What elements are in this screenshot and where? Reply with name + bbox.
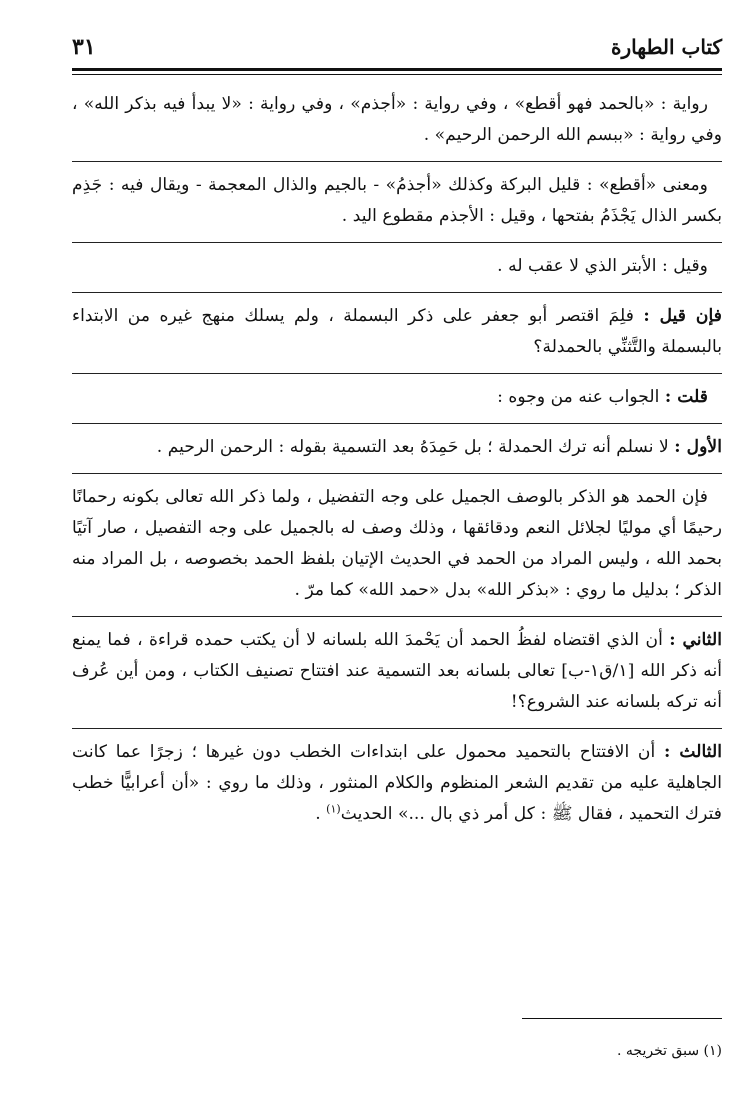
paragraph-separator [72, 242, 722, 243]
paragraph-answer: قلت : الجواب عنه من وجوه : [497, 387, 708, 407]
running-header [72, 30, 722, 64]
header-rule [72, 68, 722, 71]
lead-word: الأول : [674, 437, 722, 457]
paragraph-separator [72, 728, 722, 729]
paragraph-separator [72, 616, 722, 617]
paragraph-first: الأول : لا نسلم أنه ترك الحمدلة ؛ بل حَمِدَهُ بعد التسمية بقوله : الرحمن الرحيم . [156, 437, 722, 457]
paragraph-separator [72, 473, 722, 474]
paragraph-7: فإن الحمد هو الذكر بالوصف الجميل على وجه التفضيل ، ولما ذكر الله تعالى بكونه رحمانًا رحيمًا أي موليًا لجلائل النعم ودقائقها ، وذلك وصف له بالجميل على وجه التفصيل ، صار آتيًا بحمد الله ، وليس المراد من الحمد في الحديث الإتيان بلفظ الحمد بخصوصه ، بل المراد منه الذكر ؛ بدليل ما روي : «بذكر الله» بدل «حمد الله» كما مرّ . [72, 487, 722, 600]
paragraph-third: الثالث : أن الافتتاح بالتحميد محمول على ابتداءات الخطب دون غيرها ؛ زجرًا عما كانت الجاهلية عليه من تقديم الشعر المنظوم والكلام المنثور ، وذلك ما روي : «أن أعرابيًّا خطب فترك التحميد ، فقال ﷺ : كل أمر ذي بال ...» الحديث$^{(١)}$ . [72, 742, 722, 824]
paragraph-3: وقيل : الأبتر الذي لا عقب له . [497, 256, 708, 276]
paragraph-1: رواية : «بالحمد فهو أقطع» ، وفي رواية : «أجذم» ، وفي رواية : «لا يبدأ فيه بذكر الله» ، وفي رواية : «ببسم الله الرحمن الرحيم» . [72, 94, 722, 145]
page-number: ٣١ [72, 34, 96, 60]
lead-word: الثالث : [663, 742, 722, 762]
lead-word: فإن قيل : [643, 306, 723, 326]
footnote-ref: (١) [326, 802, 341, 816]
lead-word: قلت : [664, 387, 708, 407]
book-page [72, 30, 723, 1059]
paragraph-2: ومعنى «أقطع» : قليل البركة وكذلك «أجذمُ» - بالجيم والذال المعجمة - ويقال فيه : جَذِم بكسر الذال يَجْذَمُ بفتحها ، وقيل : الأجذم مقطوع اليد . [72, 175, 722, 226]
paragraph-second: الثاني : أن الذي اقتضاه لفظُ الحمد أن يَحْمدَ الله بلسانه لا أن يكتب حمده قراءة ، فما يمنع أنه ذكر الله [١/ق١-ب] تعالى بلسانه بعد التسمية عند افتتاح تصنيف الكتاب ، ومن أين عُرف أنه تركه بلسانه عند الشروع؟! [72, 630, 723, 712]
footnote-rule [522, 1018, 722, 1019]
paragraph-separator [72, 423, 722, 424]
header-rule-thin [72, 74, 722, 75]
chapter-title: كتاب الطهارة [611, 35, 722, 59]
body-text [72, 89, 722, 830]
paragraph-objection: فإن قيل : فلِمَ اقتصر أبو جعفر على ذكر البسملة ، ولم يسلك منهج غيره من الابتداء بالبسملة والتَّثنِّي بالحمدلة؟ [72, 306, 723, 357]
paragraph-separator [72, 292, 722, 293]
lead-word: الثاني : [669, 630, 722, 650]
footnote: (١) سبق تخريجه . [617, 1043, 722, 1059]
paragraph-separator [72, 161, 722, 162]
paragraph-separator [72, 373, 722, 374]
